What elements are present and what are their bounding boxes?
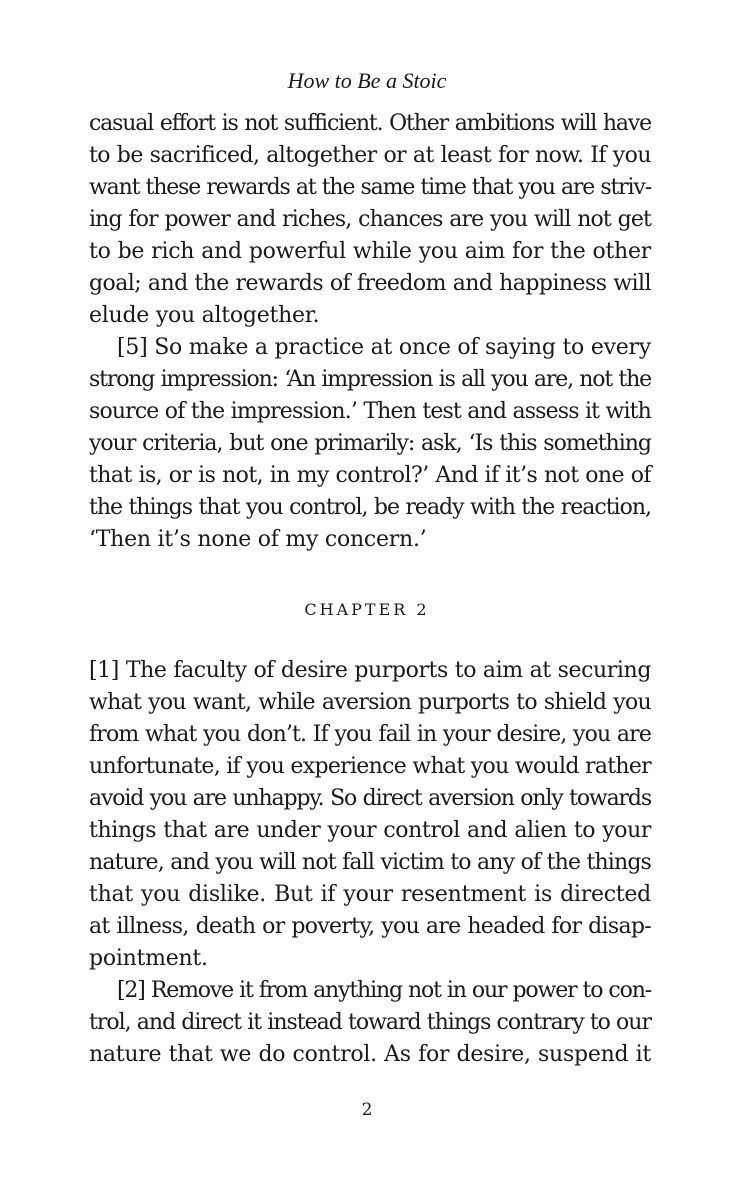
text-line: strong impression: ‘An impression is all you are, not the xyxy=(89,367,651,392)
text-line: that you dislike. But if your resentment is directed xyxy=(89,882,651,907)
text-line: from what you don’t. If you fail in your desire, you are xyxy=(89,722,651,747)
text-line: to be rich and powerful while you aim for the other xyxy=(89,239,651,264)
text-line: source of the impression.’ Then test and assess it with xyxy=(89,399,651,424)
text-line: that is, or is not, in my control?’ And if it’s not one of xyxy=(89,463,651,488)
text-line: ing for power and riches, chances are you will not get xyxy=(89,207,651,232)
text-line: nature, and you will not fall victim to any of the things xyxy=(89,850,651,875)
chapter-heading: CHAPTER 2 xyxy=(304,600,430,619)
text-line: [2] Remove it from anything not in our power to con- xyxy=(117,978,651,1003)
text-line: casual effort is not sufficient. Other ambitions will have xyxy=(89,111,651,136)
text-line: at illness, death or poverty, you are headed for disap- xyxy=(89,914,651,939)
text-line: the things that you control, be ready with the reaction, xyxy=(89,495,651,520)
text-line: what you want, while aversion purports to shield you xyxy=(89,690,651,715)
text-line: want these rewards at the same time that you are striv- xyxy=(89,175,651,200)
text-line: avoid you are unhappy. So direct aversion only towards xyxy=(89,786,651,811)
text-line: [1] The faculty of desire purports to aim at securing xyxy=(89,658,651,683)
text-line: ‘Then it’s none of my concern.’ xyxy=(89,527,427,552)
text-line: your criteria, but one primarily: ask, ‘Is this something xyxy=(89,431,651,456)
text-line: goal; and the rewards of freedom and happiness will xyxy=(89,271,651,296)
text-line: elude you altogether. xyxy=(89,303,320,328)
page-number: 2 xyxy=(361,1100,373,1120)
text-line: [5] So make a practice at once of saying to every xyxy=(117,335,651,360)
text-block-continuation xyxy=(89,108,651,556)
text-line: trol, and direct it instead toward things contrary to our xyxy=(89,1010,651,1035)
text-block-chapter-2 xyxy=(89,655,651,1071)
text-line: things that are under your control and alien to your xyxy=(89,818,651,843)
text-line: nature that we do control. As for desire, suspend it xyxy=(89,1042,651,1067)
text-line: to be sacrificed, altogether or at least for now. If you xyxy=(89,143,651,168)
text-line: pointment. xyxy=(89,946,208,971)
text-line: unfortunate, if you experience what you would rather xyxy=(89,754,651,779)
running-head: How to Be a Stoic xyxy=(287,68,447,93)
